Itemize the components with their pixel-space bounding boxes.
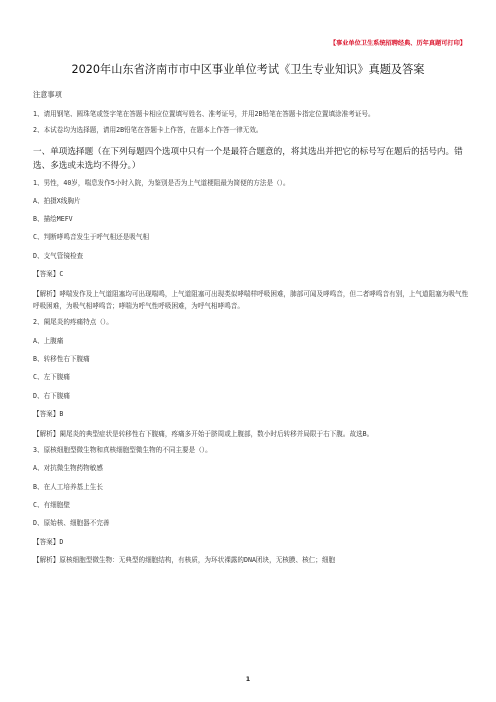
question-option: A、拍摄X线胸片 xyxy=(33,196,81,205)
notice-item: 1、请用钢笔、圆珠笔或签字笔在答题卡相应位置填写姓名、准考证号，并用2B铅笔在答题卡指定位置填涂准考证号。 xyxy=(33,110,375,119)
question-option: B、转移性右下腹痛 xyxy=(33,354,90,363)
notice-item: 2、本试卷均为选择题，请用2B铅笔在答题卡上作答，在题本上作答一律无效。 xyxy=(33,126,263,135)
top-banner: 【事业单位卫生系统招聘经典、历年真题可打印】 xyxy=(329,40,466,47)
notice-heading: 注意事项 xyxy=(33,90,62,99)
document-title: 2020年山东省济南市市中区事业单位考试《卫生专业知识》真题及答案 xyxy=(71,63,425,76)
question-analysis: 【解析】阑尾炎的典型症状是转移性右下腹痛，疼痛多开始于脐周或上腹部，数小时后转移并局限于右下腹。故选B。 xyxy=(33,430,374,439)
question-option: D、右下腹痛 xyxy=(33,391,70,400)
question-answer: 【答案】B xyxy=(33,409,64,418)
question-option: C、有细胞壁 xyxy=(33,501,70,510)
question-analysis: 【解析】哮喘发作及上气道阻塞均可出现喘鸣，上气道阻塞可出现类似哮喘样呼吸困难，肺部可闻及哮鸣音，但二者哮鸣音有别，上气道阻塞为吸气性呼吸困难，为吸气相哮鸣音；哮喘为呼气性呼吸困难，为呼气相哮鸣音。 xyxy=(33,290,469,311)
question-option: D、支气管镜检查 xyxy=(33,251,84,260)
question-option: A、对抗微生物药物敏感 xyxy=(33,464,103,473)
question-option: B、描绘MEFV xyxy=(33,215,73,224)
page-number: 1 xyxy=(245,675,251,683)
question-stem: 1、男性，40岁，喘息发作5小时入院，为鉴别是否为上气道梗阻最为简便的方法是（）。 xyxy=(33,178,290,187)
question-option: D、原始核、细胞器不完善 xyxy=(33,519,110,528)
question-option: C、判断哮鸣音发生于呼气相还是吸气相 xyxy=(33,233,150,242)
document-body xyxy=(33,90,473,574)
question-answer: 【答案】C xyxy=(33,270,64,279)
question-option: A、上腹痛 xyxy=(33,336,64,345)
question-stem: 3、原核细胞型微生物和真核细胞型微生物的不同主要是（）。 xyxy=(33,446,212,455)
question-stem: 2、阑尾炎的疼痛特点（）。 xyxy=(33,318,113,327)
question-option: C、左下腹痛 xyxy=(33,373,70,382)
section-heading: 一、单项选择题（在下列每题四个选项中只有一个是最符合题意的，将其选出并把它的标号写在题后的括号内。错选、多选或未选均不得分。） xyxy=(33,146,463,171)
question-option: B、在人工培养基上生长 xyxy=(33,482,103,491)
question-analysis: 【解析】原核细胞型微生物：无典型的细胞结构，有核质，为环状裸露的DNA团块，无核膜、核仁；细胞 xyxy=(33,555,336,564)
question-answer: 【答案】D xyxy=(33,537,64,546)
